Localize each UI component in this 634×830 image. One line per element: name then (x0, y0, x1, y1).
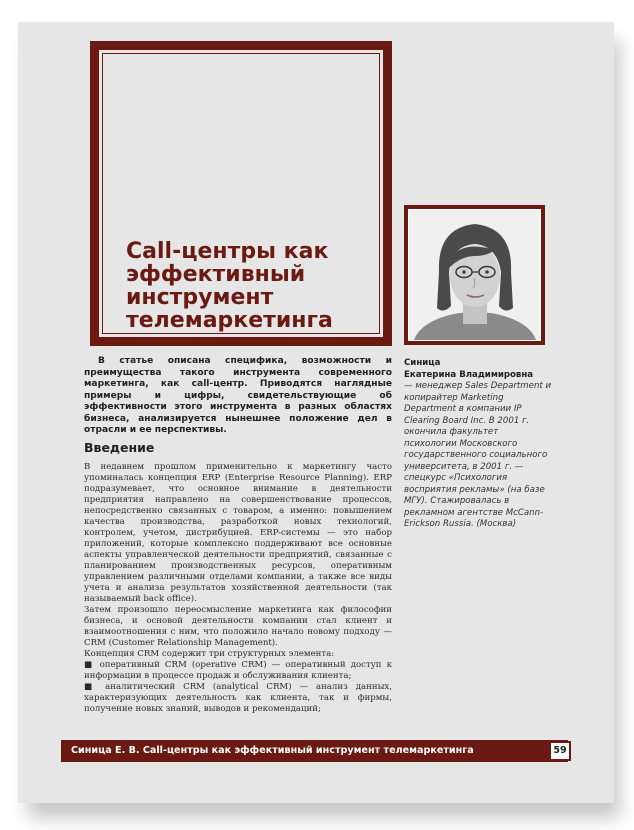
page-number: 59 (549, 741, 571, 761)
title-line-1: Call-центры как (126, 239, 329, 264)
body-paragraph: Затем произошло переосмысление маркетинга как философии бизнеса, и основой деятельности компании стал клиент и взаимоотношения с ним, что положило начало новому подходу — CRM (Customer Relationship Management). (84, 605, 392, 648)
author-surname: Синица (404, 358, 441, 368)
author-description: — менеджер Sales Department и копирайтер Marketing Department в компании IP Clearing Board Inc. В 2001 г. окончила факультет психологии Московского государственного социального университета, в 2001 г. — спецкурс «Психология восприятия рекламы» (на базе МГУ). Стажировалась в рекламном агентстве McCann-Erickson Russia. (Москва) (404, 381, 552, 529)
article-body (84, 462, 392, 715)
body-list-item: ■ оперативный CRM (operative CRM) — оперативный доступ к информации в процессе продаж и обслуживания клиента; (84, 660, 392, 681)
body-paragraph: В недавнем прошлом применительно к маркетингу часто упоминалась концепция ERP (Enterprise Resource Planning). ERP подразумевает, что основное внимание в деятельности предприятия направлено на совершенствование процессов, непосредственно связанных с товаром, а именно: повышением качества производства, разработкой новых технологий, контролем, учетом, дистрибуцией. ERP-системы — это набор приложений, которые комплексно поддерживают все основные аспекты управленческой деятельности предприятий, связанные с планированием производственных ресурсов, оперативным управлением различными отделами компании, а также все виды учета и анализа результатов хозяйственной деятельности (так называемый back office). (84, 462, 392, 604)
body-paragraph: Концепция CRM содержит три структурных элемента: (84, 649, 335, 659)
magazine-page (18, 22, 614, 803)
body-list-item: ■ аналитический CRM (analytical CRM) — анализ данных, характеризующих деятельность как клиента, так и фирмы, получение новых знаний, выводов и рекомендаций; (84, 682, 392, 714)
title-line-4: телемаркетинга (126, 308, 333, 333)
title-frame (90, 41, 392, 346)
article-title (126, 240, 366, 332)
title-line-3: инструмент (126, 285, 274, 310)
author-bio (404, 358, 552, 531)
title-line-2: эффективный (126, 262, 306, 287)
running-footer (61, 740, 568, 762)
article-abstract: В статье описана специфика, возможности и преимущества такого инструмента современного маркетинга, как call-центр. Приводятся наглядные примеры и цифры, свидетельствующие об эффективности этого инструмента в разных областях бизнеса, анализируется нынешнее положение дел в отрасли и ее перспективы. (84, 356, 392, 435)
running-title: Синица Е. В. Call-центры как эффективный инструмент телемаркетинга (71, 745, 474, 756)
author-portrait-image (409, 210, 540, 340)
author-photo (404, 205, 545, 345)
author-given-names: Екатерина Владимировна (404, 369, 534, 380)
section-heading: Введение (84, 440, 155, 455)
